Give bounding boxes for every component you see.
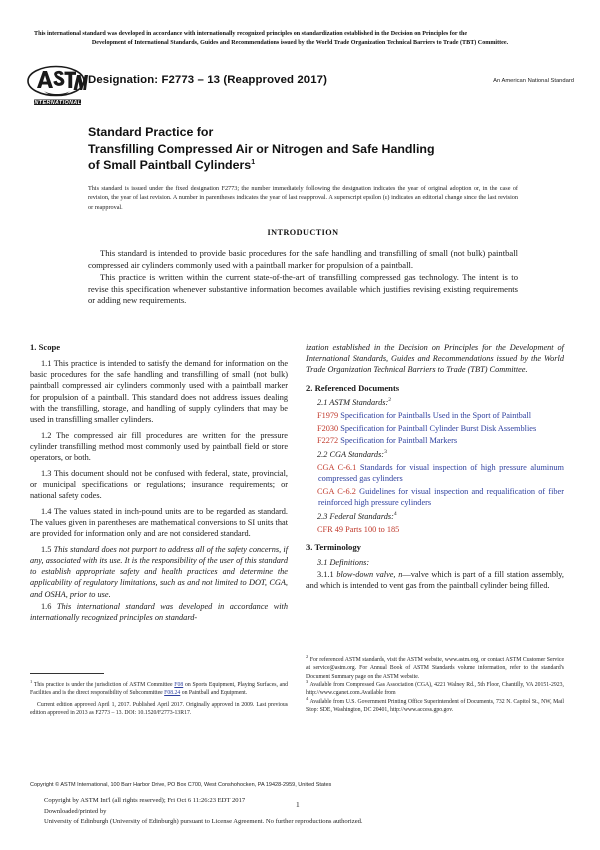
footnote-4-marker: 4 [306, 695, 309, 701]
license-block [44, 796, 514, 828]
subheading-cga-standards [306, 449, 564, 460]
astm-logo [26, 64, 88, 108]
introduction-paragraph: This standard is intended to provide basic procedures for the safe handling and transfilling of small (not bulk) paintball compressed air cylinders commonly used with a paintball marker for propulsion of a paintball. [88, 248, 518, 270]
reference-description: Specification for Paintball Markers [340, 436, 458, 446]
footnote-1-mid: on Sports Equipment, Playing Surfaces, and Facilities and is the direct responsibility of Subcommittee [30, 682, 288, 697]
reference-code: CGA C-6.1 [317, 463, 357, 473]
footnote-2 [306, 656, 564, 681]
section-heading-referenced-documents: 2. Referenced Documents [306, 382, 400, 393]
title-line-3-text: of Small Paintball Cylinders [88, 158, 252, 172]
cga-standards-footnote-marker: 3 [384, 449, 387, 456]
scope-item-1-6-continued: ization established in the Decision on Principles for the Development of International Standards, Guides and Recommendations issued by the World Trade Organization Technical Barriers to Trade (TBT) Committee. [306, 343, 564, 375]
american-national-standard-label: An American National Standard [493, 78, 574, 84]
reference-code: F2030 [317, 423, 339, 433]
footnote-2-text: For referenced ASTM standards, visit the ASTM website, www.astm.org, or contact ASTM Customer Service at service@astm.org. For Annual Book of ASTM Standards volume information, refer to the standard's Document Summary page on the ASTM website. [306, 657, 565, 680]
footnote-3 [306, 681, 564, 698]
footnote-1-marker: 1 [30, 679, 33, 685]
section-heading-terminology: 3. Terminology [306, 542, 361, 553]
subcommittee-link-f0824[interactable]: F08.24 [164, 690, 181, 697]
reference-link-cga-c62[interactable] [306, 486, 564, 508]
section-heading-scope: 1. Scope [30, 342, 61, 352]
footnote-separator [30, 673, 104, 674]
reference-link-f1979[interactable] [306, 410, 564, 421]
body-column-right [306, 342, 564, 591]
reference-link-f2030[interactable] [306, 423, 564, 434]
page-number: 1 [296, 800, 300, 809]
wto-notice [34, 30, 566, 48]
subheading-cga-standards-text: 2.2 CGA Standards: [317, 450, 385, 460]
scope-item-1-5-text: This standard does not purport to address all of the safety concerns, if any, associated with its use. It is the responsibility of the user of this standard to establish appropriate safety and health practices and determine the applicability of regulatory limitations, such as and not limited to DOT, CGA, and OSHA, prior to use. [30, 544, 288, 599]
title-line-3 [88, 157, 518, 174]
title-footnote-marker: 1 [251, 158, 256, 166]
scope-item-1-1: 1.1 This practice is intended to satisfy the demand for information on the basic procedures for the safe handling and transfilling of small (not bulk) paintball compressed air cylinders commonly used with a paintball marker for propulsion of a paintball. This standard does not address issues dealing with the transfilling, storage, and handling of supply cylinders that may be used in transfilling smaller cylinders. [30, 359, 288, 425]
scope-item-1-2: 1.2 The compressed air fill procedures are written for the pressure cylinder transfilling method most commonly used by paintball field or store operators, or both. [30, 430, 288, 463]
scope-item-1-5 [30, 544, 288, 600]
reference-description: Specification for Paintballs Used in the Sport of Paintball [340, 410, 532, 420]
reference-link-f2272[interactable] [306, 435, 564, 446]
scope-item-1-3: 1.3 This document should not be confused with federal, state, provincial, or municipal specifications or regulations; insurance requirements; or national safety codes. [30, 468, 288, 501]
definition-term: blow-down valve, n [336, 570, 403, 579]
title-line-2: Transfilling Compressed Air or Nitrogen and Safe Handling [88, 141, 435, 156]
federal-standards-footnote-marker: 4 [393, 511, 397, 518]
footnote-1 [30, 681, 288, 698]
reference-code: F2272 [317, 436, 339, 446]
footnotes-left [30, 681, 288, 717]
svg-text:INTERNATIONAL: INTERNATIONAL [32, 100, 82, 106]
subheading-astm-standards-text: 2.1 ASTM Standards: [317, 398, 389, 408]
license-line-1: Copyright by ASTM Int'l (all rights reserved); Fri Oct 6 11:26:23 EDT 2017 [44, 797, 246, 804]
introduction-body [88, 248, 518, 307]
subheading-federal-standards-text: 2.3 Federal Standards: [317, 512, 394, 522]
footnote-1-post: on Paintball and Equipment. [180, 690, 248, 697]
copyright-notice: Copyright © ASTM International, 100 Barr Harbor Drive, PO Box C700, West Conshohocken, PA 19428-2959, United States [30, 782, 332, 788]
footnote-1-pre: This practice is under the jurisdiction of ASTM Committee [33, 682, 175, 688]
definition-number: 3.1.1 [317, 570, 334, 579]
body-column-left [30, 342, 288, 623]
reference-link-cfr49[interactable]: CFR 49 Parts 100 to 185 [317, 525, 400, 535]
committee-link-f08[interactable]: F08 [174, 682, 184, 688]
footnote-2-marker: 2 [306, 654, 309, 660]
scope-item-1-6-text: This international standard was developed in accordance with internationally recognized principles on standard- [30, 601, 288, 623]
subheading-federal-standards [306, 511, 564, 522]
footnote-3-marker: 3 [306, 679, 309, 685]
fixed-designation-note: This standard is issued under the fixed designation F2773; the number immediately following the designation indicates the year of original adoption or, in the case of revision, the year of last revision. A number in parentheses indicates the year of last reapproval. A superscript epsilon (ε) indicates an editorial change since the last revision or reapproval. [88, 185, 518, 211]
license-line-2: Downloaded/printed by [44, 807, 107, 815]
reference-description: Standards for visual inspection of high pressure aluminum compressed gas cylinders [318, 463, 564, 484]
reference-description: Specification for Paintball Cylinder Burst Disk Assemblies [340, 423, 537, 433]
designation-text: Designation: F2773 – 13 (Reapproved 2017) [88, 74, 327, 86]
introduction-heading: INTRODUCTION [267, 228, 339, 237]
wto-notice-line2: Development of International Standards, Guides and Recommendations issued by the World Trade Organization Technical Barriers to Trade (TBT) Committee. [91, 39, 509, 46]
reference-description: Guidelines for visual inspection and requalification of fiber reinforced high pressure cylinders [318, 486, 564, 508]
scope-item-1-6 [30, 601, 288, 623]
introduction-paragraph: This practice is written within the current state-of-the-art of transfilling compressed gas technology. The intent is to revise this specification whenever substantive information becomes available which justifies revising existing requirements or adding new requirements. [88, 271, 518, 306]
designation-header [26, 64, 574, 108]
footnote-3-text: Available from Compressed Gas Association (CGA), 4221 Walney Rd., 5th Floor, Chantilly, VA 20151-2923, http://www.cganet.com.Available from [306, 681, 564, 697]
footnote-4-text: Available from U.S. Government Printing Office Superintendent of Documents, 732 N. Capitol St., NW, Mail Stop: SDE, Washington, DC 20401, http://www.access.gpo.gov. [306, 698, 565, 713]
title-line-1: Standard Practice for [88, 125, 214, 139]
subheading-astm-standards [306, 397, 564, 408]
astm-standards-footnote-marker: 2 [388, 397, 392, 404]
footnotes-right [306, 656, 564, 714]
scope-item-1-5-number: 1.5 [41, 544, 52, 554]
definition-blow-down-valve [306, 569, 564, 591]
scope-item-1-4: 1.4 The values stated in inch-pound units are to be regarded as standard. The values given in parentheses are mathematical conversions to SI units that are provided for information only and are not considered standard. [30, 506, 288, 539]
wto-notice-line1: This international standard was developed in accordance with internationally recognized principles on standardization established in the Decision on Principles for the [34, 31, 468, 37]
page-title [88, 124, 518, 174]
reference-link-cga-c61[interactable] [306, 462, 564, 484]
scope-item-1-6-number: 1.6 [41, 601, 52, 611]
footnote-edition-info: Current edition approved April 1, 2017. Published April 2017. Originally approved in 2009. Last previous edition approved in 2013 as F2773 – 13. DOI: 10.1520/F2773-13R17. [30, 701, 288, 716]
reference-code: F1979 [317, 410, 339, 420]
footnote-4 [306, 695, 565, 715]
license-line-3: University of Edinburgh (University of Edinburgh) pursuant to License Agreement. No further reproductions authorized. [44, 818, 363, 826]
reference-code: CGA C-6.2 [317, 486, 356, 496]
subheading-definitions: 3.1 Definitions: [317, 557, 370, 567]
definition-text: —valve which is part of a fill station assembly, and which is intended to vent gas from the paintball cylinder being filled. [306, 570, 564, 591]
